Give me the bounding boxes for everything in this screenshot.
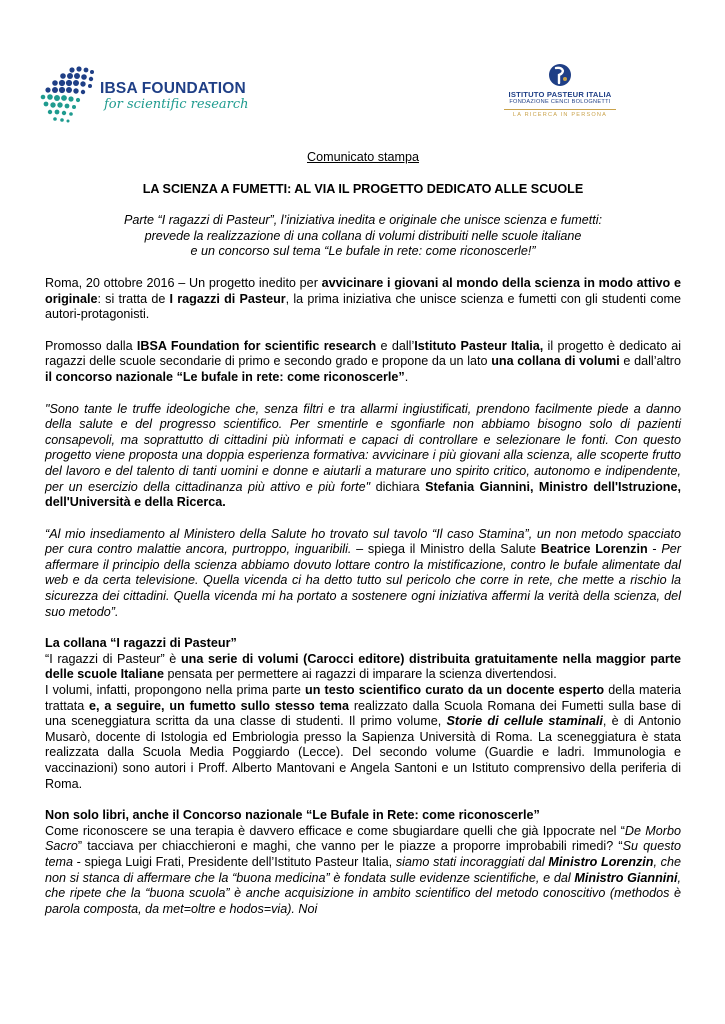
text-run: – spiega il Ministro della Salute xyxy=(351,542,541,557)
text-run: Beatrice Lorenzin xyxy=(540,542,648,557)
text-run: e dall’altro xyxy=(619,354,682,369)
text-run: "Sono tante le truffe ideologiche che, senza filtri e tra allarmi ingiustificati, prendono facilmente piede a danno della salute e del progresso scientifico. Per smentirle e sgonfiarle non abbiamo bisogno solo di pazienti consapevoli, ma soprattutto di cittadini più informati e capaci di controllare e selezionare le fonti. Con questo progetto viene proposta una doppia esperienza formativa: avvicinare i più giovani alla scienza, alle scoperte frutto del lavoro e del talento di tanti uomini e donne e aiutarli a maturare uno spirito critico, autonomo e indipendente, per un esercizio della cittadinanza più attivo e più forte" xyxy=(45,401,681,494)
text-run: IBSA Foundation for scientific research xyxy=(136,338,377,353)
subtitle-line: Parte “I ragazzi di Pasteur”, l’iniziativa inedita e originale che unisce scienza e fumetti: xyxy=(123,213,603,228)
text-run: I volumi, infatti, propongono nella prima parte xyxy=(45,683,306,698)
ibsa-foundation-logo xyxy=(38,60,253,132)
pasteur-emblem-icon xyxy=(547,62,573,88)
ibsa-foundation-tagline: for scientific research xyxy=(104,97,249,112)
text-run: De Morbo Sacro xyxy=(45,823,682,854)
text-run: , è di Antonio Musarò, docente di Istologia ed Embriologia presso la Sapienza Università di Roma. La sceneggiatura è stata realizzata dalla Scuola Media Poggiardo (Lecce). Del secondo volume (Guardie e ladri. Immunologia e vaccinazioni) sono autori i Proff. Alberto Mantovani e Angela Santoni e un Istituto comprensivo della periferia di Roma. xyxy=(45,714,681,791)
text-run: Ministro Giannini xyxy=(574,870,678,885)
subtitle-line: prevede la realizzazione di una collana di volumi distribuiti nelle scuole italiane xyxy=(144,228,582,243)
text-run: , che non si stanca di affermare che la “buona medicina” è fondata sulle evidenze scientifiche, e dal xyxy=(45,854,681,885)
text-run: - spiega Luigi Frati, Presidente dell’Istituto Pasteur Italia, xyxy=(73,854,396,869)
section-heading-collana: La collana “I ragazzi di Pasteur” xyxy=(45,636,237,651)
press-release-title: LA SCIENZA A FUMETTI: AL VIA IL PROGETTO DEDICATO ALLE SCUOLE xyxy=(142,181,584,196)
text-run: della materia trattata xyxy=(45,683,681,713)
text-run: e, a seguire, un fumetto sullo stesso tema xyxy=(89,698,349,713)
paragraph-collana-2 xyxy=(45,683,681,792)
text-run: siamo stati incoraggiati dal xyxy=(395,854,549,869)
section-heading-concorso: Non solo libri, anche il Concorso nazionale “Le Bufale in Rete: come riconoscerle” xyxy=(45,808,540,823)
text-run: Storie di cellule staminali xyxy=(446,714,603,729)
text-run: Ministro Lorenzin xyxy=(548,854,654,869)
text-run: e dall’ xyxy=(376,338,415,353)
text-run: pensata per permettere ai ragazzi di imparare la scienza divertendosi. xyxy=(164,667,557,682)
text-run: Roma, 20 ottobre 2016 – Un progetto inedito per xyxy=(45,275,322,290)
subtitle-line: e un concorso sul tema “Le bufale in rete: come riconoscerle!” xyxy=(190,244,536,259)
paragraph-promoters xyxy=(45,339,681,386)
text-run: Per affermare il principio della scienza abbiamo dovuto lottare contro la mistificazione, contro le bufale alimentate dal web e da certa televisione. Quella vicenda ci ha detto tutto sul pericolo che corre in rete, che mette a rischio la sicurezza dei cittadini. Quella vicenda mi ha portato a sostenere ogni iniziativa affermi la verità della scienza, del suo metodo”. xyxy=(45,542,681,619)
text-run: , la prima iniziativa che unisce scienza e fumetti con gli studenti come autori-protagonisti. xyxy=(45,291,681,322)
text-run: “Al mio insediamento al Ministero della Salute ho trovato sul tavolo “Il caso Stamina”, un non metodo spacciato per cura contro malattie ancora, purtroppo, inguaribili. xyxy=(45,526,681,557)
paragraph-giannini-quote xyxy=(45,402,681,511)
text-run: ” tacciava per chiacchieroni e maghi, che vanno per le piazze a proporre improbabili rimedi? “ xyxy=(77,839,623,854)
text-run: : si tratta de xyxy=(97,291,170,306)
text-run: Come riconoscere se una terapia è davvero efficace e come sbugiardare quelli che già Ippocrate nel “ xyxy=(45,823,625,838)
paragraph-concorso xyxy=(45,824,681,918)
text-run: - xyxy=(647,542,662,557)
paragraph-lorenzin-quote xyxy=(45,527,681,621)
paragraph-collana-1 xyxy=(45,652,681,683)
text-run: I ragazzi di Pasteur xyxy=(169,291,286,306)
text-run: un testo scientifico curato da un docente esperto xyxy=(305,683,605,698)
text-run: realizzato dalla Scuola Romana dei Fumetti sulla base di una sceneggiatura scritta da una classe di studenti. Il primo volume, xyxy=(45,698,681,729)
pasteur-motto: LA RICERCA IN PERSONA xyxy=(512,112,608,118)
text-run: Stefania Giannini, Ministro dell'Istruzione, dell'Università e della Ricerca. xyxy=(45,479,681,510)
pasteur-subname: FONDAZIONE CENCI BOLOGNETTI xyxy=(509,99,611,105)
press-release-subtitle xyxy=(45,213,681,260)
text-run: Promosso dalla xyxy=(45,338,137,353)
text-run: Istituto Pasteur Italia, xyxy=(414,338,544,353)
pasteur-name: ISTITUTO PASTEUR ITALIA xyxy=(508,90,612,99)
pasteur-divider xyxy=(504,109,616,110)
text-run: , che ripete che la “buona scuola” è anche acquisizione in ambito scientifico del metodo conoscitivo (methodos è parola composta, da met=oltre e hodos=via). Noi xyxy=(45,870,681,916)
ibsa-foundation-name: IBSA FOUNDATION xyxy=(100,80,246,97)
page-header xyxy=(0,0,725,140)
text-run: una collana di volumi xyxy=(491,354,620,369)
text-run: il concorso nazionale “Le bufale in rete: come riconoscerle” xyxy=(45,369,405,384)
text-run: “I ragazzi di Pasteur” è xyxy=(45,651,181,666)
text-run: avvicinare i giovani al mondo della scienza in modo attivo e originale xyxy=(45,275,681,306)
press-release-body xyxy=(45,150,681,917)
dot-pattern-icon xyxy=(38,64,98,126)
istituto-pasteur-logo xyxy=(490,62,630,122)
text-run: . xyxy=(404,369,409,384)
press-release-label: Comunicato stampa xyxy=(307,150,419,164)
text-run: una serie di volumi (Carocci editore) distribuita gratuitamente nella maggior parte delle scuole Italiane xyxy=(45,651,681,682)
paragraph-intro xyxy=(45,276,681,323)
text-run: Su questo tema xyxy=(45,839,681,869)
text-run: il progetto è dedicato ai ragazzi delle scuole secondarie di primo e secondo grado e propone da un lato xyxy=(45,338,681,369)
text-run: dichiara xyxy=(370,479,426,494)
